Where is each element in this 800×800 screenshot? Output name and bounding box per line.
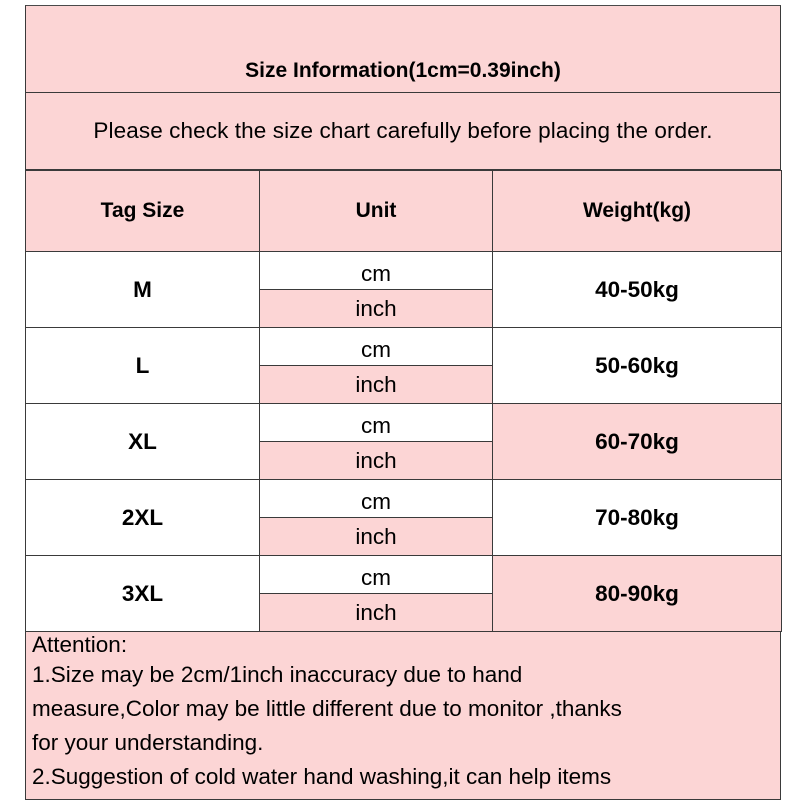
unit-cm-cell: cm	[260, 404, 493, 442]
table-row-3xl	[26, 556, 782, 594]
size-chart	[25, 5, 781, 800]
unit-inch-cell: inch	[260, 290, 493, 328]
weight-cell-2xl: 70-80kg	[493, 480, 782, 556]
table-row-2xl	[26, 480, 782, 518]
weight-cell-xl: 60-70kg	[493, 404, 782, 480]
chart-title	[25, 5, 781, 93]
unit-inch-cell: inch	[260, 442, 493, 480]
chart-title-text: Size Information(1cm=0.39inch)	[245, 59, 561, 82]
size-cell-xl: XL	[26, 404, 260, 480]
unit-inch-cell: inch	[260, 594, 493, 632]
notes-line: measure,Color may be little different due to monitor ,thanks	[32, 696, 622, 721]
notes-heading: Attention:	[32, 632, 128, 657]
size-cell-2xl: 2XL	[26, 480, 260, 556]
table-row-xl	[26, 404, 782, 442]
size-cell-l: L	[26, 328, 260, 404]
size-cell-3xl: 3XL	[26, 556, 260, 632]
notes-line: 1.Size may be 2cm/1inch inaccuracy due to hand	[32, 662, 523, 687]
attention-notes	[25, 632, 781, 800]
notes-line: for your understanding.	[32, 730, 264, 755]
unit-cm-cell: cm	[260, 556, 493, 594]
unit-inch-cell: inch	[260, 366, 493, 404]
weight-cell-l: 50-60kg	[493, 328, 782, 404]
unit-cm-cell: cm	[260, 252, 493, 290]
header-unit: Unit	[260, 171, 493, 252]
unit-inch-cell: inch	[260, 518, 493, 556]
notes-line: 2.Suggestion of cold water hand washing,it can help items	[32, 764, 612, 789]
header-weight: Weight(kg)	[493, 171, 782, 252]
chart-subtitle-text: Please check the size chart carefully before placing the order.	[93, 118, 713, 143]
weight-cell-3xl: 80-90kg	[493, 556, 782, 632]
table-header-row	[26, 171, 782, 252]
weight-cell-m: 40-50kg	[493, 252, 782, 328]
size-cell-m: M	[26, 252, 260, 328]
unit-cm-cell: cm	[260, 328, 493, 366]
unit-cm-cell: cm	[260, 480, 493, 518]
chart-subtitle	[25, 93, 781, 170]
table-row-l	[26, 328, 782, 366]
size-table	[25, 170, 782, 632]
header-tag-size: Tag Size	[26, 171, 260, 252]
table-row-m	[26, 252, 782, 290]
